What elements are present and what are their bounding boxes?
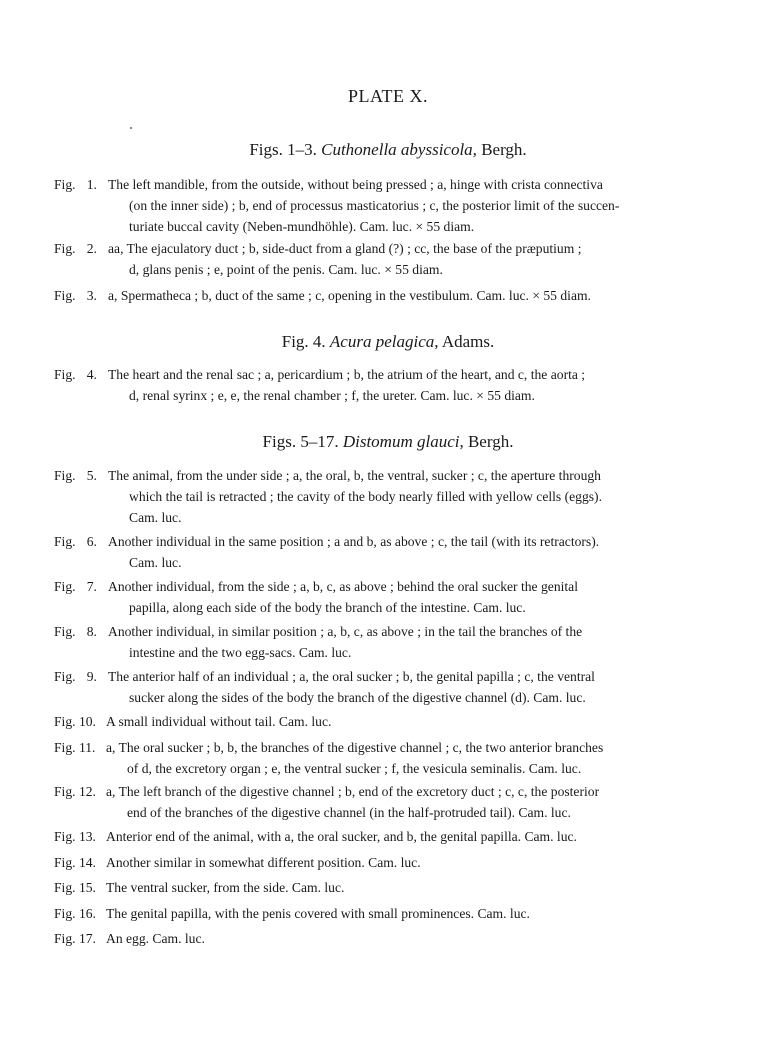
description-line: Another individual, in similar position ; a, b, c, as above ; in the tail the branches of the (108, 624, 583, 639)
figure-label (54, 877, 96, 898)
description-line: Another individual in the same position ; a and b, as above ; c, the tail (with its retractors). (108, 534, 600, 549)
section-species: Acura pelagica, (329, 332, 439, 351)
description-line: d, renal syrinx ; e, e, the renal chamber ; f, the ureter. Cam. luc. × 55 diam. (129, 388, 535, 403)
figure-prefix: Fig. (54, 669, 79, 684)
description-line: The genital papilla, with the penis covered with small prominences. Cam. luc. (106, 906, 530, 921)
figure-label (54, 531, 97, 552)
figure-label (54, 576, 97, 597)
figure-description (106, 737, 766, 779)
figure-prefix: Fig. (54, 624, 79, 639)
figure-number: 5. (86, 468, 97, 483)
figure-number: 16. (78, 906, 96, 921)
section-author: Adams. (438, 332, 495, 351)
figure-label (54, 826, 96, 847)
description-line: (on the inner side) ; b, end of processus masticatorius ; c, the posterior limit of the succen- (129, 198, 620, 213)
description-line: a, The oral sucker ; b, b, the branches of the digestive channel ; c, the two anterior branches (106, 740, 604, 755)
figure-label (54, 174, 97, 195)
section-author: Bergh. (476, 140, 527, 159)
figure-number: 4. (86, 367, 97, 382)
figure-label (54, 781, 96, 802)
description-line: Another individual, from the side ; a, b, c, as above ; behind the oral sucker the genital (108, 579, 578, 594)
section-species: Cuthonella abyssicola, (321, 140, 477, 159)
description-line: The left mandible, from the outside, without being pressed ; a, hinge with crista connectiva (108, 177, 603, 192)
description-line: end of the branches of the digestive channel (in the half-protruded tail). Cam. luc. (127, 805, 571, 820)
figure-description (106, 877, 766, 898)
figure-prefix: Fig. (54, 829, 79, 844)
figure-prefix: Fig. (54, 579, 79, 594)
description-line: An egg. Cam. luc. (106, 931, 205, 946)
paper-speck (130, 127, 132, 129)
figure-label (54, 285, 97, 306)
description-line: aa, The ejaculatory duct ; b, side-duct from a gland (?) ; cc, the base of the præputium ; (108, 241, 582, 256)
figure-number: 15. (78, 880, 96, 895)
section-author: Bergh. (463, 432, 514, 451)
figure-number: 9. (86, 669, 97, 684)
description-line: intestine and the two egg-sacs. Cam. luc. (129, 645, 352, 660)
figure-description (106, 711, 766, 732)
figure-label (54, 737, 95, 758)
figure-label (54, 465, 97, 486)
description-line: of d, the excretory organ ; e, the ventral sucker ; f, the vesicula seminalis. Cam. luc. (127, 761, 582, 776)
page-title: PLATE X. (348, 86, 428, 106)
figure-number: 12. (78, 784, 96, 799)
section-heading (0, 332, 776, 352)
figure-prefix: Fig. (54, 288, 79, 303)
figure-description (108, 238, 768, 280)
description-line: The anterior half of an individual ; a, the oral sucker ; b, the genital papilla ; c, the ventral (108, 669, 595, 684)
description-line: Cam. luc. (129, 555, 182, 570)
figure-description (106, 928, 766, 949)
figure-description (106, 781, 766, 823)
figure-description (106, 852, 766, 873)
figure-label (54, 666, 97, 687)
section-figs: Figs. 1–3. (249, 140, 322, 159)
figure-description (108, 576, 768, 618)
section-heading (0, 432, 776, 452)
description-line: turiate buccal cavity (Neben-mundhöhle). Cam. luc. × 55 diam. (129, 219, 475, 234)
figure-number: 14. (78, 855, 96, 870)
figure-description (108, 531, 768, 573)
figure-description (108, 174, 768, 237)
section-figs: Fig. 4. (281, 332, 330, 351)
figure-label (54, 928, 96, 949)
figure-description (108, 621, 768, 663)
figure-number: 7. (86, 579, 97, 594)
section-species: Distomum glauci, (342, 432, 464, 451)
description-line: sucker along the sides of the body the branch of the digestive channel (d). Cam. luc. (129, 690, 586, 705)
figure-prefix: Fig. (54, 177, 79, 192)
description-line: Cam. luc. (129, 510, 182, 525)
figure-prefix: Fig. (54, 784, 79, 799)
figure-description (108, 285, 768, 306)
description-line: The heart and the renal sac ; a, pericardium ; b, the atrium of the heart, and c, the aorta ; (108, 367, 586, 382)
description-line: The animal, from the under side ; a, the oral, b, the ventral, sucker ; c, the aperture through (108, 468, 601, 483)
figure-label (54, 711, 96, 732)
description-line: The ventral sucker, from the side. Cam. luc. (106, 880, 345, 895)
figure-prefix: Fig. (54, 880, 79, 895)
description-line: d, glans penis ; e, point of the penis. Cam. luc. × 55 diam. (129, 262, 443, 277)
figure-label (54, 852, 96, 873)
figure-number: 6. (86, 534, 97, 549)
figure-description (108, 364, 768, 406)
section-heading (0, 140, 776, 160)
description-line: papilla, along each side of the body the branch of the intestine. Cam. luc. (129, 600, 526, 615)
description-line: A small individual without tail. Cam. luc. (106, 714, 332, 729)
figure-label (54, 621, 97, 642)
figure-number: 17. (78, 931, 96, 946)
figure-prefix: Fig. (54, 740, 79, 755)
figure-number: 8. (86, 624, 97, 639)
figure-label (54, 238, 97, 259)
figure-prefix: Fig. (54, 468, 79, 483)
figure-description (106, 826, 766, 847)
description-line: Anterior end of the animal, with a, the oral sucker, and b, the genital papilla. Cam. luc. (106, 829, 577, 844)
figure-label (54, 364, 97, 385)
figure-number: 11. (78, 740, 96, 755)
figure-prefix: Fig. (54, 855, 79, 870)
figure-number: 10. (78, 714, 96, 729)
description-line: a, The left branch of the digestive channel ; b, end of the excretory duct ; c, c, the posterior (106, 784, 600, 799)
figure-prefix: Fig. (54, 906, 79, 921)
figure-number: 1. (86, 177, 97, 192)
description-line: a, Spermatheca ; b, duct of the same ; c, opening in the vestibulum. Cam. luc. × 55 diam. (108, 288, 591, 303)
figure-prefix: Fig. (54, 241, 79, 256)
figure-description (106, 903, 766, 924)
section-figs: Figs. 5–17. (262, 432, 343, 451)
figure-description (108, 465, 768, 528)
figure-prefix: Fig. (54, 367, 79, 382)
figure-prefix: Fig. (54, 534, 79, 549)
figure-number: 2. (86, 241, 97, 256)
description-line: Another similar in somewhat different position. Cam. luc. (106, 855, 421, 870)
figure-description (108, 666, 768, 708)
figure-number: 3. (86, 288, 97, 303)
figure-number: 13. (78, 829, 96, 844)
figure-label (54, 903, 96, 924)
figure-prefix: Fig. (54, 931, 79, 946)
description-line: which the tail is retracted ; the cavity of the body nearly filled with yellow cells (eggs). (129, 489, 602, 504)
figure-prefix: Fig. (54, 714, 79, 729)
